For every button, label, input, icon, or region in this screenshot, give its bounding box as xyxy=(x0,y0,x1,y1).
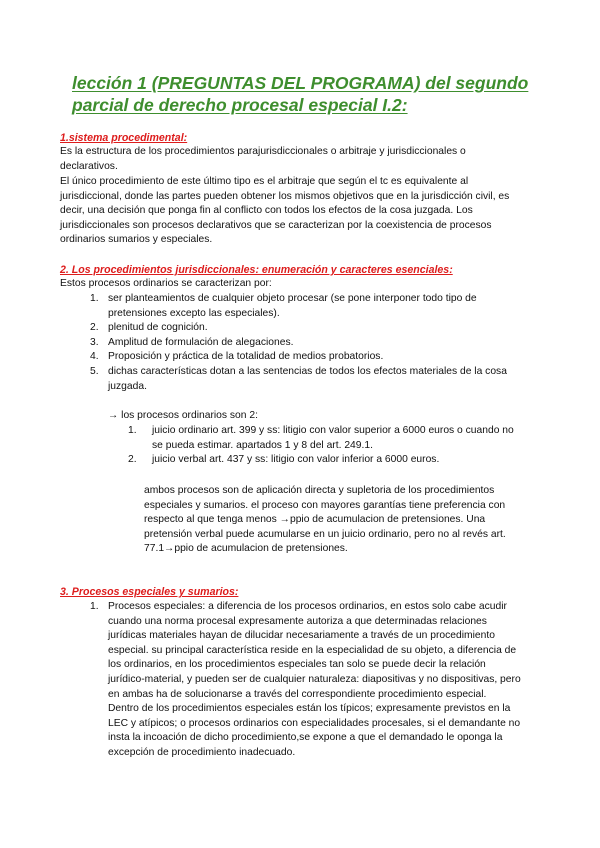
section-2-list xyxy=(60,292,520,394)
list-item: 4. Proposición y práctica de la totalidad de medios probatorios. xyxy=(90,351,384,363)
section-3-heading: 3. Procesos especiales y sumarios: xyxy=(60,586,239,598)
section-3-list xyxy=(60,600,522,761)
list-item: 2. juicio verbal art. 437 y ss: litigio con valor inferior a 6000 euros. xyxy=(128,454,440,466)
ordinary-processes-list xyxy=(126,424,522,468)
section-1-paragraph-1: Es la estructura de los procedimientos parajurisdiccionales o arbitraje y jurisdiccionales o declarativos. xyxy=(60,146,466,172)
list-item-continuation: Dentro de los procedimientos especiales están los típicos; expresamente previstos en la LEC y atípicos; o procesos ordinarios con especialidades procesales, si el demandante no insta la incoación de dicho procedimiento,se expone a que el demandado le oponga la excepción de procedimiento inadecuado. xyxy=(108,703,521,758)
list-item: 1. ser planteamientos de cualquier objeto procesar (se pone interponer todo tipo de pretensiones excepto las especiales). xyxy=(90,293,477,319)
ordinary-processes-intro: → los procesos ordinarios son 2: xyxy=(108,410,258,421)
title-line-2: parcial de derecho procesal especial I.2: xyxy=(72,95,408,115)
section-1-heading: 1.sistema procedimental: xyxy=(60,132,188,144)
section-2-heading: 2. Los procedimientos jurisdiccionales: enumeración y caracteres esenciales: xyxy=(60,264,453,276)
list-item: 1. Procesos especiales: a diferencia de los procesos ordinarios, en estos solo cabe acudir cuando una norma procesal expresamente autoriza a que determinadas relaciones jurídicas materiales hayan de dilucidar necesariamente a través de un procedimiento especial. su principal característica reside en la especialidad de su objeto, a diferencia de los ordinarios, en los procedimientos especiales tan solo se puede decir la relación jurídico-material, y pueden ser de cualquier naturaleza: diapositivas y no dispositivas, pero en ambas ha de solucionarse a través del correspondiente procedimiento especial. Dentro de los procedimientos especiales están los típicos; expresamente previstos en la LEC y atípicos; o procesos ordinarios con especialidades procesales, si el demandante no insta la incoación de dicho procedimiento,se expone a que el demandado le oponga la excepción de procedimiento inadecuado. xyxy=(60,600,522,761)
page-title xyxy=(72,72,542,116)
list-item: 1. juicio ordinario art. 399 y ss: litigio con valor superior a 6000 euros o cuando no se pueda estimar. apartados 1 y 8 del art. 249.1. xyxy=(128,425,514,451)
list-item: 3. Amplitud de formulación de alegaciones. xyxy=(90,336,294,348)
section-2-closing: ambos procesos son de aplicación directa y supletoria de los procedimientos especiales y sumarios. el proceso con mayores garantías tiene preferencia con respecto al que tenga menos →ppio de acumulacion de pretensiones. Una pretensión verbal puede acumularse en un juicio ordinario, pero no al revés art. 77.1→ppio de acumulacion de pretensiones. xyxy=(144,485,506,555)
list-item: 5. dichas características dotan a las sentencias de todos los efectos materiales de la cosa juzgada. xyxy=(90,365,507,392)
section-2-intro: Estos procesos ordinarios se caracterizan por: xyxy=(60,278,272,289)
title-line-1: lección 1 (PREGUNTAS DEL PROGRAMA) del segundo xyxy=(72,73,529,93)
section-1-paragraph-2: El único procedimiento de este último tipo es el arbitraje que según el tc es equivalente al jurisdiccional, donde las partes pueden obtener los mismos objetivos que en la jurisdicción civil, es decir, una decisión que ponga fin al conflicto con todos los efectos de la cosa juzgada. Los jurisdiccionales son procesos declarativos que se caracterizan por la coexistencia de procesos ordinarios sumarios y especiales. xyxy=(60,176,510,246)
list-item: 2. plenitud de cognición. xyxy=(90,322,208,334)
